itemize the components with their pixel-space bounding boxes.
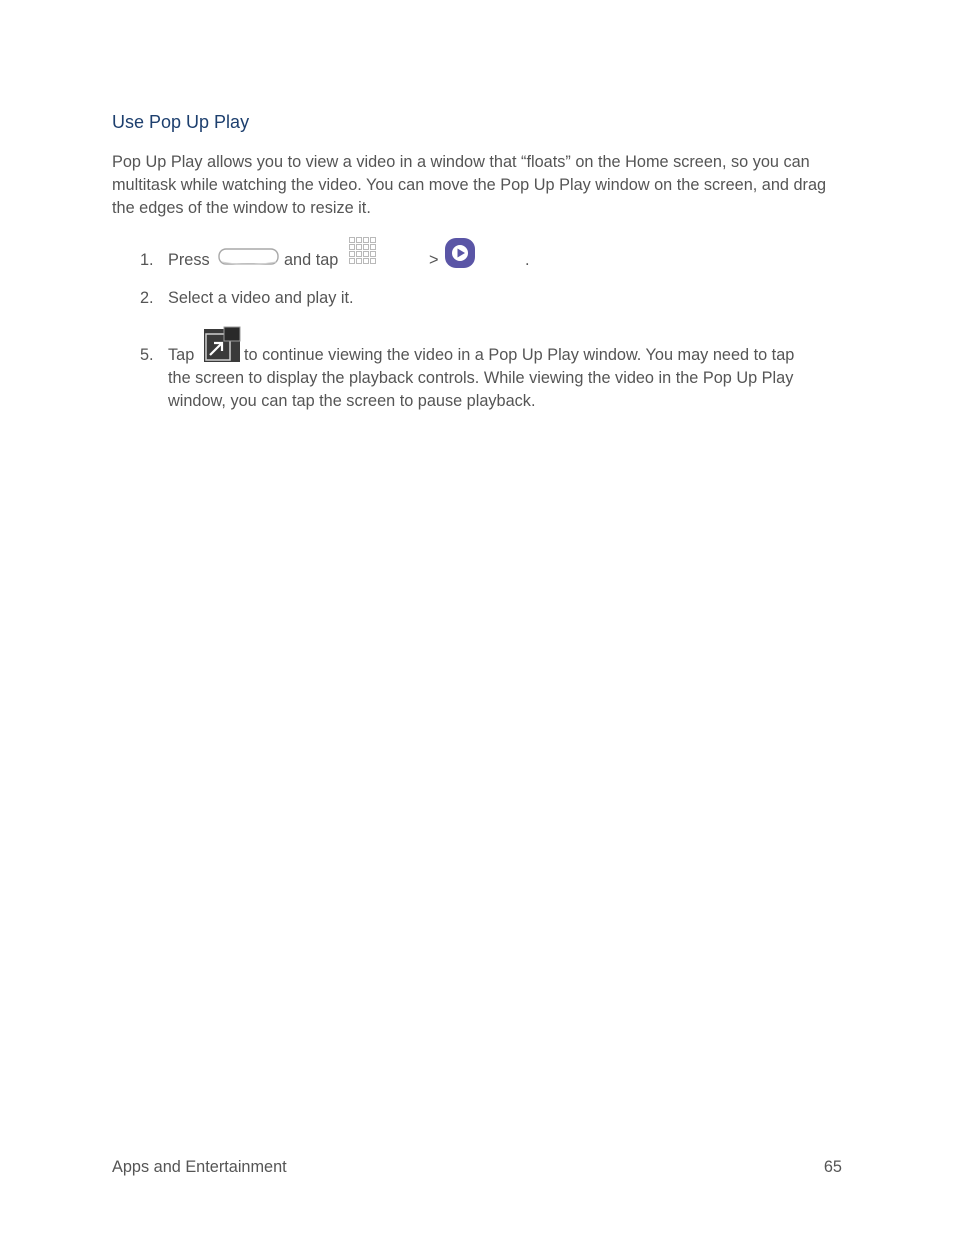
step-end-period: .: [525, 251, 530, 269]
step-1: [140, 249, 840, 279]
step-number: 1.: [140, 251, 154, 269]
step-number: 2.: [140, 289, 154, 307]
home-key-icon: [218, 248, 280, 275]
step-text-line2: the screen to display the playback controls. While viewing the video in the Pop Up Play: [168, 369, 794, 387]
step-text-line3: window, you can tap the screen to pause playback.: [168, 392, 536, 410]
step-2: [140, 287, 840, 311]
step-text-and-tap: and tap: [284, 251, 339, 269]
apps-grid-icon: [348, 236, 378, 273]
intro-paragraph: Pop Up Play allows you to view a video in a window that “floats” on the Home screen, so you can multitask while watching the video. You can move the Pop Up Play window on the screen, and drag the edges of the window to resize it.: [112, 153, 827, 217]
video-app-icon: [444, 237, 476, 276]
footer-page-number: 65: [823, 1158, 842, 1176]
footer-section-name: Apps and Entertainment: [112, 1158, 287, 1176]
step-text-tap: Tap: [168, 346, 195, 364]
pop-up-play-icon: [202, 326, 242, 371]
step-separator: >: [429, 251, 439, 269]
step-number: 5.: [140, 346, 154, 364]
step-5: [140, 344, 840, 416]
step-text: Select a video and play it.: [168, 289, 354, 307]
step-text-line1: to continue viewing the video in a Pop Up Play window. You may need to tap: [244, 346, 795, 364]
section-heading: Use Pop Up Play: [112, 112, 250, 132]
step-text-press: Press: [168, 251, 210, 269]
